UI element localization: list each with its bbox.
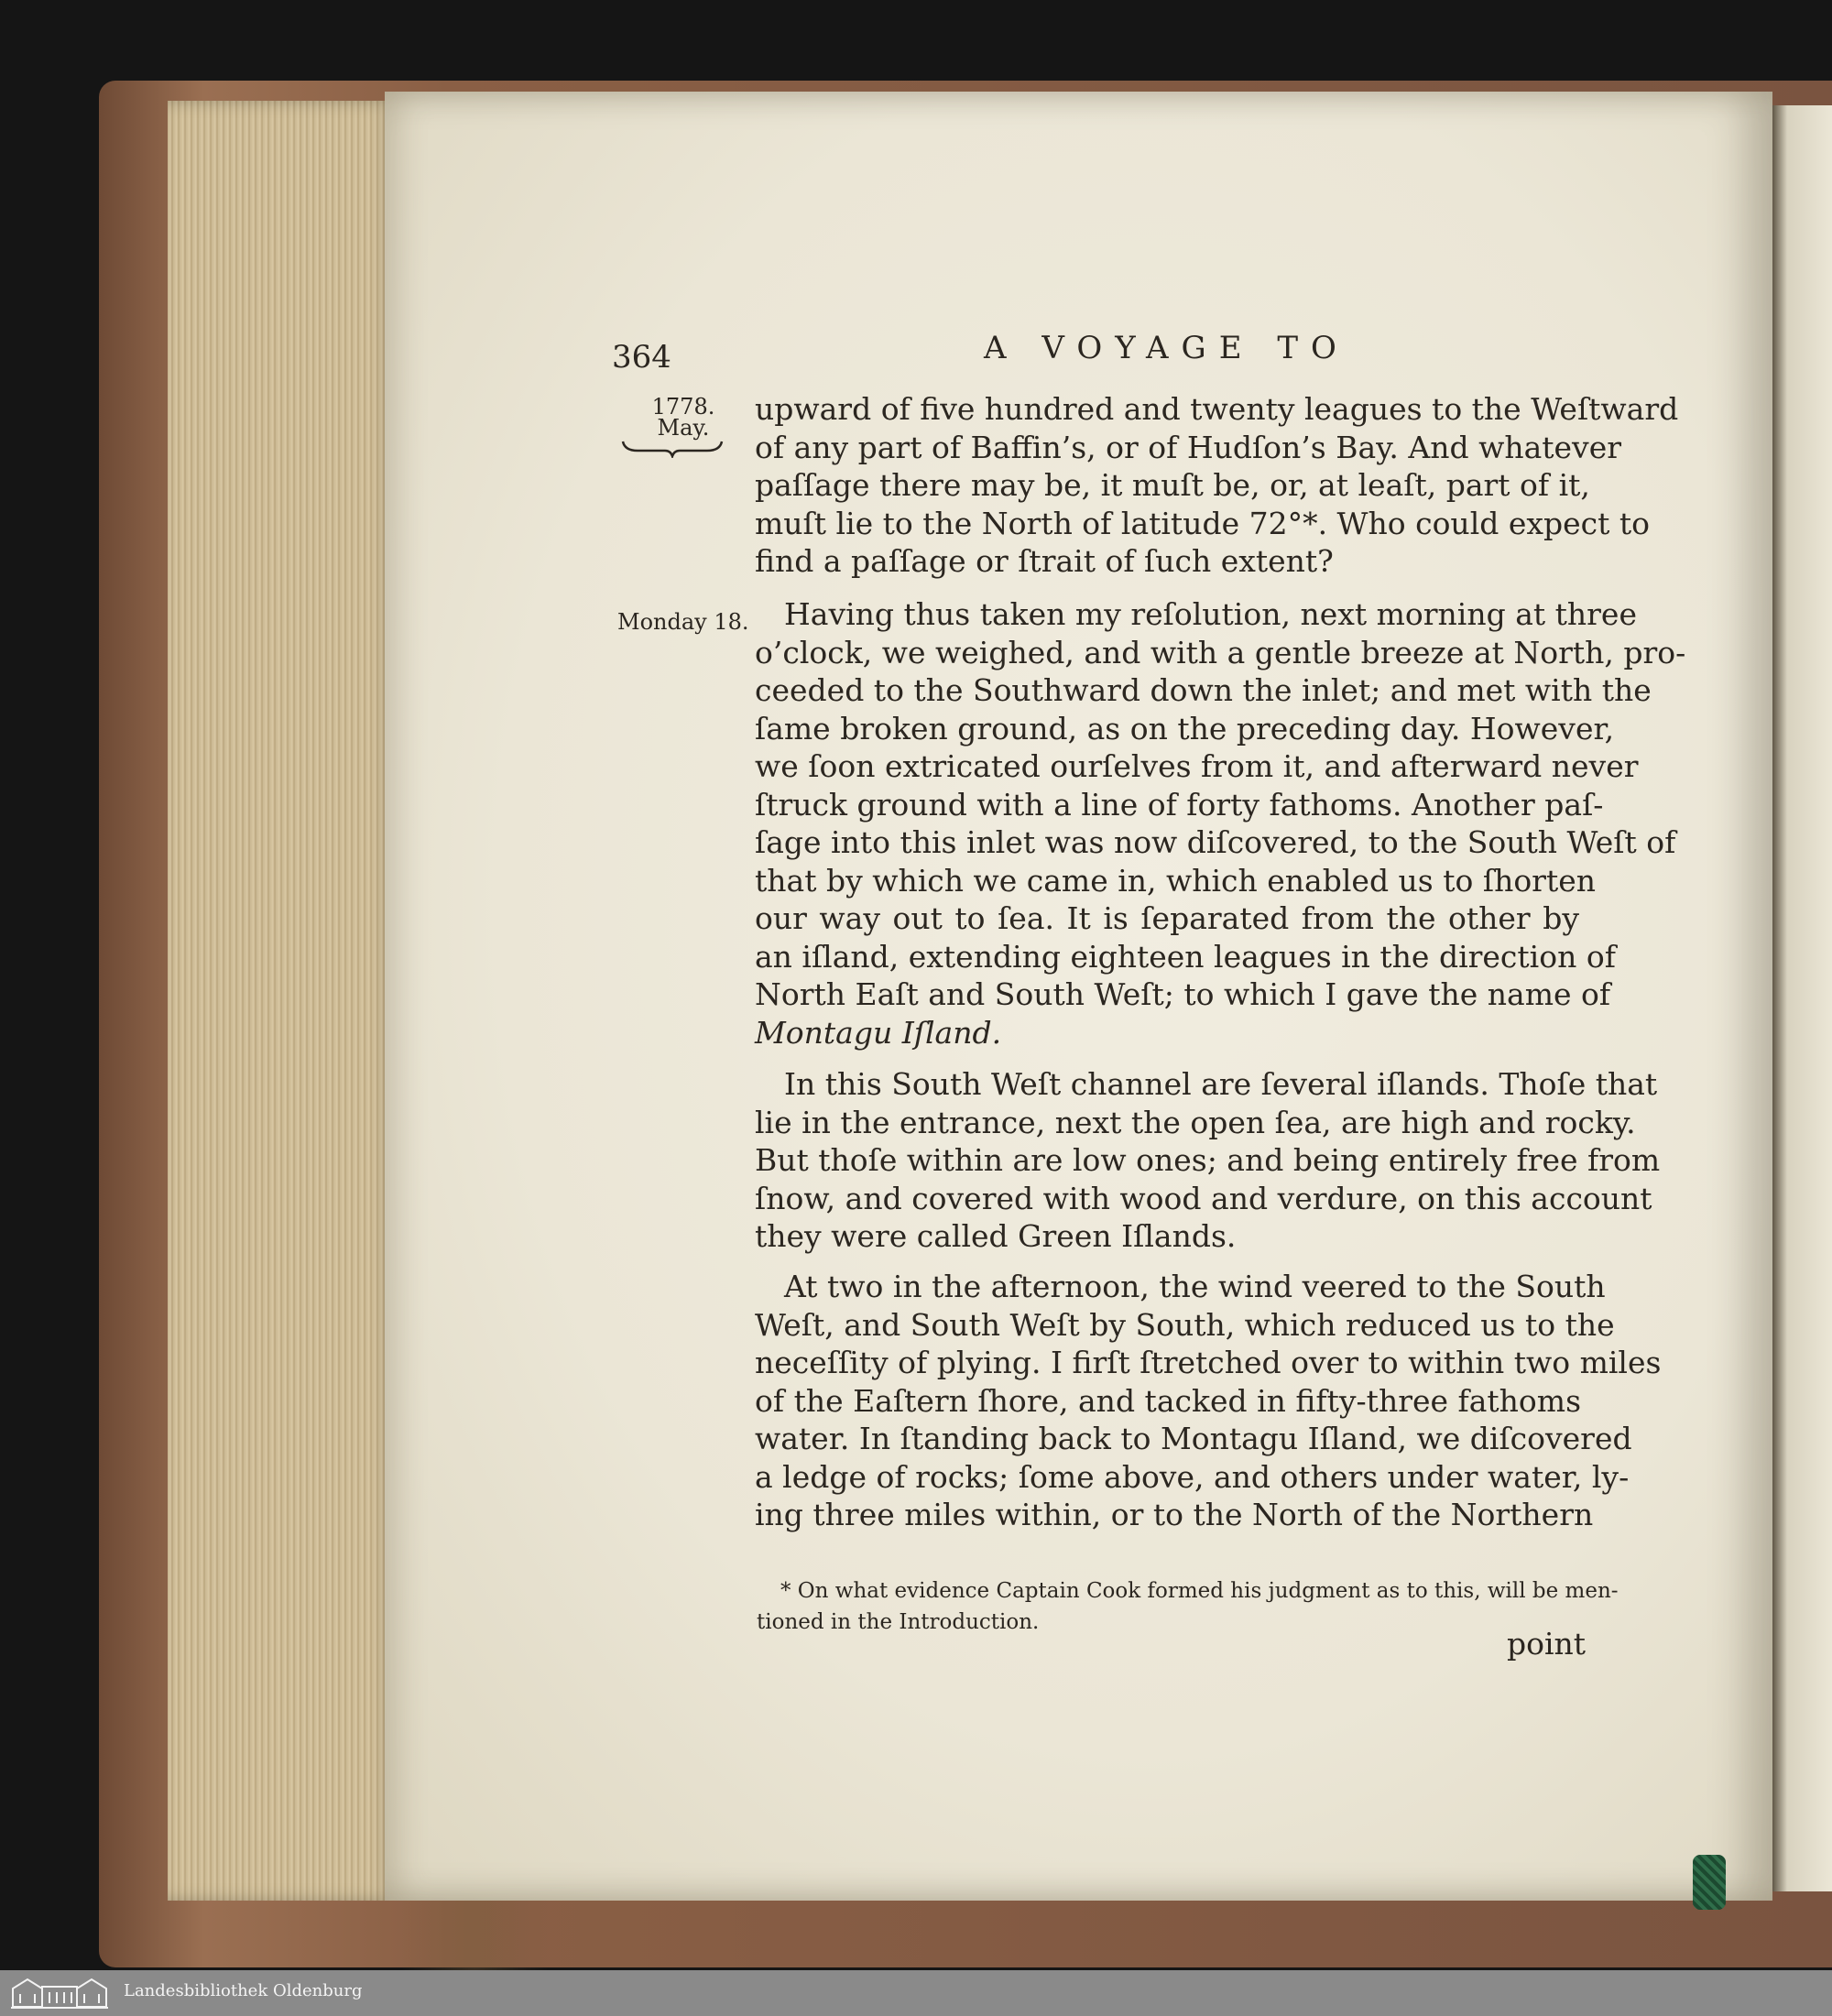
text-line: lie in the entrance, next the open ſea, are high and rocky. bbox=[755, 1104, 1636, 1140]
text-line: ſnow, and covered with wood and verdure, on this account bbox=[755, 1180, 1652, 1216]
text-line: Weſt, and South Weſt by South, which reduced us to the bbox=[755, 1306, 1615, 1343]
text-line: we ſoon extricated ourſelves from it, and afterward never bbox=[755, 748, 1639, 784]
library-building-icon bbox=[9, 1976, 110, 2011]
text-line: that by which we came in, which enabled us to ſhorten bbox=[755, 862, 1597, 899]
library-name: Landesbibliothek Oldenburg bbox=[124, 1981, 363, 2000]
text-line: of any part of Baffin’s, or of Hudſon’s Bay. And whatever bbox=[755, 429, 1621, 465]
text-line: paſſage there may be, it muſt be, or, at leaſt, part of it, bbox=[755, 467, 1590, 503]
text-line: At two in the afternoon, the wind veered to the South bbox=[784, 1269, 1606, 1304]
text-line: Having thus taken my reſolution, next morning at three bbox=[784, 596, 1637, 632]
text-line: of the Eaſtern ſhore, and tacked in fifty-three fathoms bbox=[755, 1382, 1582, 1419]
text-line: upward of five hundred and twenty leagues to the Weſtward bbox=[755, 391, 1679, 427]
footnote-line: * On what evidence Captain Cook formed his judgment as to this, will be men- bbox=[780, 1579, 1619, 1603]
text-line: ſage into this inlet was now diſcovered, to the South Weſt of bbox=[755, 824, 1676, 860]
text-line: an iſland, extending eighteen leagues in the direction of bbox=[755, 938, 1616, 975]
margin-note-year: 1778. bbox=[651, 394, 715, 420]
text-line: they were called Green Iſlands. bbox=[755, 1218, 1237, 1254]
text-line: ſtruck ground with a line of forty fathoms. Another paſ- bbox=[755, 786, 1604, 823]
text-line: ceeded to the Southward down the inlet; and met with the bbox=[755, 672, 1652, 708]
paragraph-1 bbox=[755, 390, 1679, 581]
paragraph-2 bbox=[755, 595, 1686, 1052]
text-line: North Eaſt and South Weſt; to which I gave the name of bbox=[755, 976, 1611, 1012]
paragraph-3 bbox=[755, 1065, 1661, 1256]
paragraph-4 bbox=[755, 1268, 1662, 1534]
text-line: o’clock, we weighed, and with a gentle breeze at North, pro- bbox=[755, 634, 1686, 670]
text-line: our way out to ſea. It is ſeparated from the other by bbox=[755, 900, 1579, 936]
text-line: find a paſſage or ſtrait of ſuch extent? bbox=[755, 543, 1334, 579]
catchword: point bbox=[1507, 1626, 1587, 1662]
text-line: muſt lie to the North of latitude 72°*. Who could expect to bbox=[755, 505, 1651, 541]
margin-note-date: Monday 18. bbox=[617, 609, 749, 635]
bookmark-ribbon bbox=[1693, 1855, 1726, 1910]
text-line: Montagu Iſland. bbox=[755, 1014, 1002, 1051]
margin-note-month: May. bbox=[657, 415, 710, 441]
text-line: neceſſity of plying. I firſt ſtretched over to within two miles bbox=[755, 1345, 1662, 1380]
facing-page bbox=[1768, 105, 1832, 1891]
footnote-line: tioned in the Introduction. bbox=[757, 1610, 1040, 1634]
margin-brace bbox=[621, 438, 724, 458]
text-line: But thoſe within are low ones; and being entirely free from bbox=[755, 1142, 1661, 1178]
footnote bbox=[757, 1575, 1619, 1638]
text-line: ing three miles within, or to the North of the Northern bbox=[755, 1497, 1594, 1532]
page-edges bbox=[168, 101, 397, 1901]
library-footer bbox=[0, 1970, 1832, 2016]
text-line: ſame broken ground, as on the preceding day. However, bbox=[755, 710, 1615, 746]
page-number: 364 bbox=[612, 339, 671, 376]
text-line: a ledge of rocks; ſome above, and others under water, ly- bbox=[755, 1458, 1630, 1495]
text-line: water. In ſtanding back to Montagu Iſland, we diſcovered bbox=[755, 1421, 1632, 1456]
running-head: A VOYAGE TO bbox=[984, 330, 1349, 366]
text-line: In this South Weſt channel are ſeveral iſlands. Thoſe that bbox=[784, 1066, 1658, 1102]
